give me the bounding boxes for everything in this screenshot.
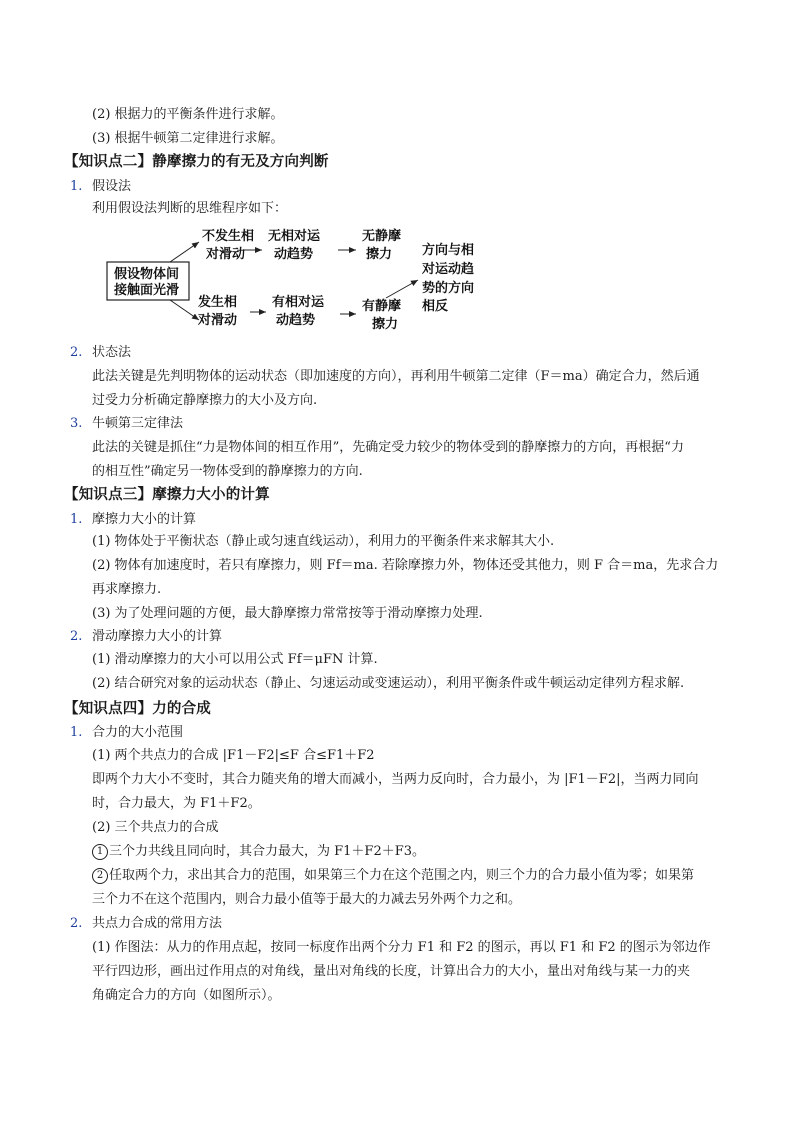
- circled-number: 2: [92, 868, 108, 884]
- text-span: 三个力共线且同向时，其合力最大，为 F1＋F2＋F3。: [109, 844, 426, 859]
- list-item-title: 假设法: [92, 179, 132, 194]
- text-line: (1) 两个共点力的合成 |F1－F2|≤F 合≤F1＋F2: [92, 748, 375, 763]
- list-number: 1.: [70, 179, 83, 194]
- text-line: (1) 作图法：从力的作用点起，按同一标度作出两个分力 F1 和 F2 的图示，再以 F1 和 F2 的图示为邻边作: [92, 940, 711, 955]
- bottom-arrow-3: [386, 280, 418, 298]
- list-number: 2.: [70, 345, 83, 360]
- branch-arrow-down: [170, 300, 199, 320]
- list-number: 2.: [70, 916, 83, 931]
- top-step-3: 擦力: [366, 247, 393, 262]
- text-line: (2) 根据力的平衡条件进行求解。: [92, 107, 284, 122]
- list-item-title: 合力的大小范围: [92, 725, 184, 740]
- text-line: [92, 867, 694, 885]
- conclusion-text: 相反: [422, 299, 449, 314]
- text-line: (1) 物体处于平衡状态（静止或匀速直线运动），利用力的平衡条件来求解其大小.: [92, 534, 555, 549]
- list-item-title: 摩擦力大小的计算: [92, 512, 197, 527]
- list-item-title: 滑动摩擦力大小的计算: [92, 629, 223, 644]
- conclusion-text: 势的方向: [422, 281, 475, 296]
- list-item-title: 牛顿第三定律法: [92, 416, 184, 431]
- branch-arrow-up: [170, 242, 199, 262]
- start-box-label: 假设物体间: [114, 267, 180, 282]
- text-span: 任取两个力，求出其合力的范围，如果第三个力在这个范围之内，则三个力的合力最小值为零；如果第: [109, 868, 695, 883]
- list-number: 2.: [70, 629, 83, 644]
- text-line: 平行四边形，画出过作用点的对角线，量出对角线的长度，计算出合力的大小，量出对角线与某一力的夹: [92, 964, 691, 979]
- section-heading: 【知识点四】力的合成: [64, 701, 211, 717]
- text-line: (2) 物体有加速度时，若只有摩擦力，则 Ff＝ma. 若除摩擦力外，物体还受其他力，则 F 合＝ma，先求合力: [92, 558, 719, 573]
- text-line: (3) 为了处理问题的方便，最大静摩擦力常常按等于滑动摩擦力处理.: [92, 606, 483, 621]
- bottom-step-2: 有相对运: [272, 295, 325, 310]
- section-heading: 【知识点三】摩擦力大小的计算: [64, 487, 270, 503]
- list-number: 3.: [70, 416, 83, 431]
- conclusion-text: 方向与相: [422, 243, 475, 258]
- reasoning-flow-diagram: [100, 222, 500, 340]
- text-line: 过受力分析确定静摩擦力的大小及方向.: [92, 393, 318, 408]
- text-line: (2) 结合研究对象的运动状态（静止、匀速运动或变速运动），利用平衡条件或牛顿运动定律列方程求解.: [92, 676, 685, 691]
- section-heading: 【知识点二】静摩擦力的有无及方向判断: [64, 154, 329, 170]
- text-line: (2) 三个共点力的合成: [92, 820, 219, 835]
- text-line: (3) 根据牛顿第二定律进行求解。: [92, 131, 284, 146]
- text-line: 此法的关键是抓住“力是物体间的相互作用”，先确定受力较少的物体受到的静摩擦力的方向，再根据“力: [92, 440, 684, 455]
- text-line: [92, 843, 425, 861]
- text-line: 利用假设法判断的思维程序如下：: [92, 201, 288, 216]
- conclusion-text: 对运动趋: [422, 262, 475, 277]
- bottom-step-1: 发生相: [198, 295, 238, 310]
- top-step-2: 无相对运: [268, 229, 321, 244]
- bottom-step-3: 擦力: [372, 317, 399, 332]
- bottom-step-2: 动趋势: [276, 313, 316, 328]
- list-number: 1.: [70, 512, 83, 527]
- text-line: 再求摩擦力.: [92, 582, 162, 597]
- top-step-1: 不发生相: [202, 229, 255, 244]
- top-step-1: 对滑动: [206, 247, 246, 262]
- list-number: 1.: [70, 725, 83, 740]
- text-line: (1) 滑动摩擦力的大小可以用公式 Ff＝μFN 计算.: [92, 652, 378, 667]
- text-line: 即两个力大小不变时，其合力随夹角的增大而减小，当两力反向时，合力最小，为 |F1－F2|，当两力同向: [92, 772, 699, 787]
- list-item-title: 共点力合成的常用方法: [92, 916, 223, 931]
- text-line: 三个力不在这个范围内，则合力最小值等于最大的力减去另外两个力之和。: [92, 892, 522, 907]
- top-step-2: 动趋势: [274, 247, 314, 262]
- text-line: 的相互性”确定另一物体受到的静摩擦力的方向.: [92, 464, 363, 479]
- circled-number: 1: [92, 844, 108, 860]
- text-line: 时，合力最大，为 F1＋F2。: [92, 796, 261, 811]
- start-box-label: 接触面光滑: [114, 283, 180, 298]
- text-line: 角确定合力的方向（如图所示）。: [92, 988, 281, 1003]
- bottom-step-1: 对滑动: [198, 313, 238, 328]
- text-line: 此法关键是先判明物体的运动状态（即加速度的方向），再利用牛顿第二定律（F＝ma）确定合力，然后通: [92, 369, 700, 384]
- list-item-title: 状态法: [92, 345, 132, 360]
- bottom-step-3: 有静摩: [362, 299, 402, 314]
- top-step-3: 无静摩: [362, 229, 402, 244]
